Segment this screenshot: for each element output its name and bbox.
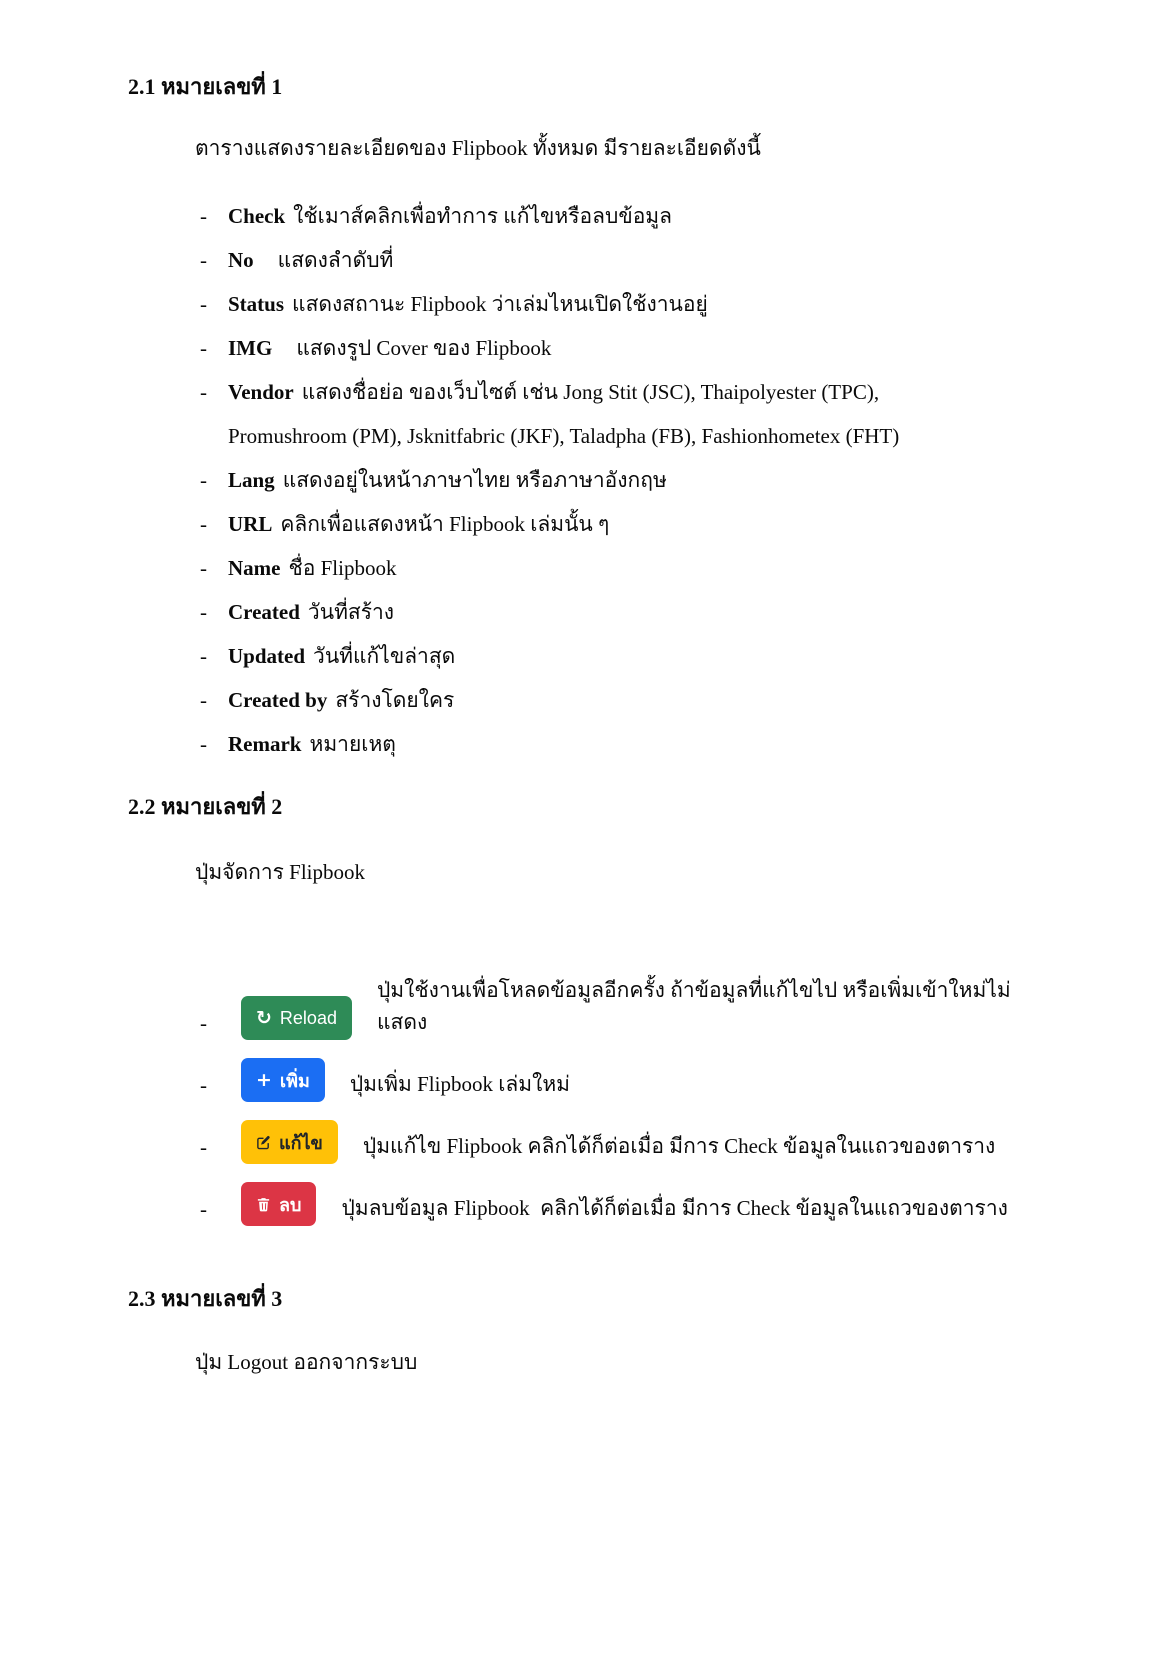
- reload-button[interactable]: [241, 996, 352, 1040]
- field-term: Created: [228, 600, 300, 624]
- list-item: [200, 326, 1040, 370]
- field-term: IMG: [228, 336, 273, 360]
- section-2-3-intro: ปุ่ม Logout ออกจากระบบ: [195, 1350, 418, 1374]
- field-term: URL: [228, 512, 273, 536]
- list-item: [200, 502, 1040, 546]
- field-term: Remark: [228, 732, 302, 756]
- button-label: เพิ่ม: [279, 1070, 310, 1091]
- bullet-dash: -: [200, 1073, 207, 1097]
- button-row-delete: [200, 1182, 1040, 1226]
- field-description: แสดงลำดับที่: [277, 248, 394, 272]
- button-label: แก้ไข: [279, 1132, 323, 1153]
- field-term: Name: [228, 556, 281, 580]
- bullet-dash: -: [200, 1197, 207, 1221]
- plus-icon: +: [256, 1068, 272, 1091]
- section-heading-2-1: 2.1 หมายเลขที่ 1: [128, 74, 283, 99]
- field-description: แสดงสถานะ Flipbook ว่าเล่มไหนเปิดใช้งานอยู่: [292, 292, 708, 316]
- bullet-dash: -: [200, 644, 207, 668]
- list-item: [200, 194, 1040, 238]
- list-item: [200, 458, 1040, 502]
- bullet-dash: -: [200, 468, 207, 492]
- list-item: [200, 238, 1040, 282]
- edit-button[interactable]: [241, 1120, 338, 1164]
- list-item: [200, 590, 1040, 634]
- bullet-dash: -: [200, 248, 207, 272]
- field-description: สร้างโดยใคร: [335, 688, 455, 712]
- button-label: Reload: [279, 1007, 337, 1028]
- button-row-add: [200, 1058, 1040, 1102]
- button-list: [200, 974, 1040, 1226]
- bullet-dash: -: [200, 688, 207, 712]
- bullet-dash: -: [200, 512, 207, 536]
- list-item: [200, 722, 1040, 766]
- field-description: แสดงรูป Cover ของ Flipbook: [296, 336, 552, 360]
- list-item: [200, 282, 1040, 326]
- bullet-dash: -: [200, 204, 207, 228]
- bullet-dash: -: [200, 556, 207, 580]
- flipbook-field-list: [200, 194, 1040, 766]
- refresh-icon: ↻: [256, 1006, 272, 1029]
- field-description: หมายเหตุ: [309, 732, 396, 756]
- button-description: ปุ่มแก้ไข Flipbook คลิกได้ก็ต่อเมื่อ มีการ Check ข้อมูลในแถวของตาราง: [362, 1134, 996, 1158]
- field-description: คลิกเพื่อแสดงหน้า Flipbook เล่มนั้น ๆ: [280, 512, 610, 536]
- field-term: No: [228, 248, 254, 272]
- section-2-1-intro: ตารางแสดงรายละเอียดของ Flipbook ทั้งหมด มีรายละเอียดดังนี้: [195, 136, 761, 160]
- bullet-dash: -: [200, 600, 207, 624]
- field-term: Created by: [228, 688, 328, 712]
- bullet-dash: -: [200, 336, 207, 360]
- button-description: ปุ่มเพิ่ม Flipbook เล่มใหม่: [349, 1072, 571, 1096]
- field-description: แสดงชื่อย่อ ของเว็บไซต์ เช่น Jong Stit (JSC), Thaipolyester (TPC), Promushroom (PM), Jsknitfabric (JKF), Taladpha (FB), Fashionhometex (FHT): [228, 380, 900, 448]
- edit-square-icon: [256, 1135, 271, 1150]
- button-description: ปุ่มลบข้อมูล Flipbook คลิกได้ก็ต่อเมื่อ มีการ Check ข้อมูลในแถวของตาราง: [341, 1196, 1008, 1220]
- delete-button[interactable]: [241, 1182, 316, 1226]
- list-item: [200, 634, 1040, 678]
- button-row-reload: [200, 974, 1040, 1040]
- field-description: แสดงอยู่ในหน้าภาษาไทย หรือภาษาอังกฤษ: [282, 468, 667, 492]
- bullet-dash: -: [200, 1135, 207, 1159]
- list-item: [200, 678, 1040, 722]
- trash-icon: [256, 1197, 271, 1212]
- section-2-2-intro: ปุ่มจัดการ Flipbook: [195, 860, 365, 884]
- field-description: วันที่แก้ไขล่าสุด: [313, 644, 456, 668]
- section-heading-2-2: 2.2 หมายเลขที่ 2: [128, 794, 283, 819]
- field-description: ใช้เมาส์คลิกเพื่อทำการ แก้ไขหรือลบข้อมูล: [293, 204, 673, 228]
- field-description: ชื่อ Flipbook: [288, 556, 397, 580]
- field-term: Vendor: [228, 380, 294, 404]
- bullet-dash: -: [200, 732, 207, 756]
- bullet-dash: -: [200, 1011, 207, 1035]
- button-description: ปุ่มใช้งานเพื่อโหลดข้อมูลอีกครั้ง ถ้าข้อมูลที่แก้ไขไป หรือเพิ่มเข้าใหม่ไม่แสดง: [376, 978, 1011, 1034]
- button-row-edit: [200, 1120, 1040, 1164]
- field-description: วันที่สร้าง: [307, 600, 395, 624]
- section-heading-2-3: 2.3 หมายเลขที่ 3: [128, 1286, 283, 1311]
- list-item: [200, 370, 1040, 458]
- add-button[interactable]: [241, 1058, 325, 1102]
- button-label: ลบ: [279, 1194, 302, 1215]
- field-term: Updated: [228, 644, 306, 668]
- list-item: [200, 546, 1040, 590]
- bullet-dash: -: [200, 380, 207, 404]
- bullet-dash: -: [200, 292, 207, 316]
- field-term: Status: [228, 292, 285, 316]
- field-term: Check: [228, 204, 286, 228]
- field-term: Lang: [228, 468, 275, 492]
